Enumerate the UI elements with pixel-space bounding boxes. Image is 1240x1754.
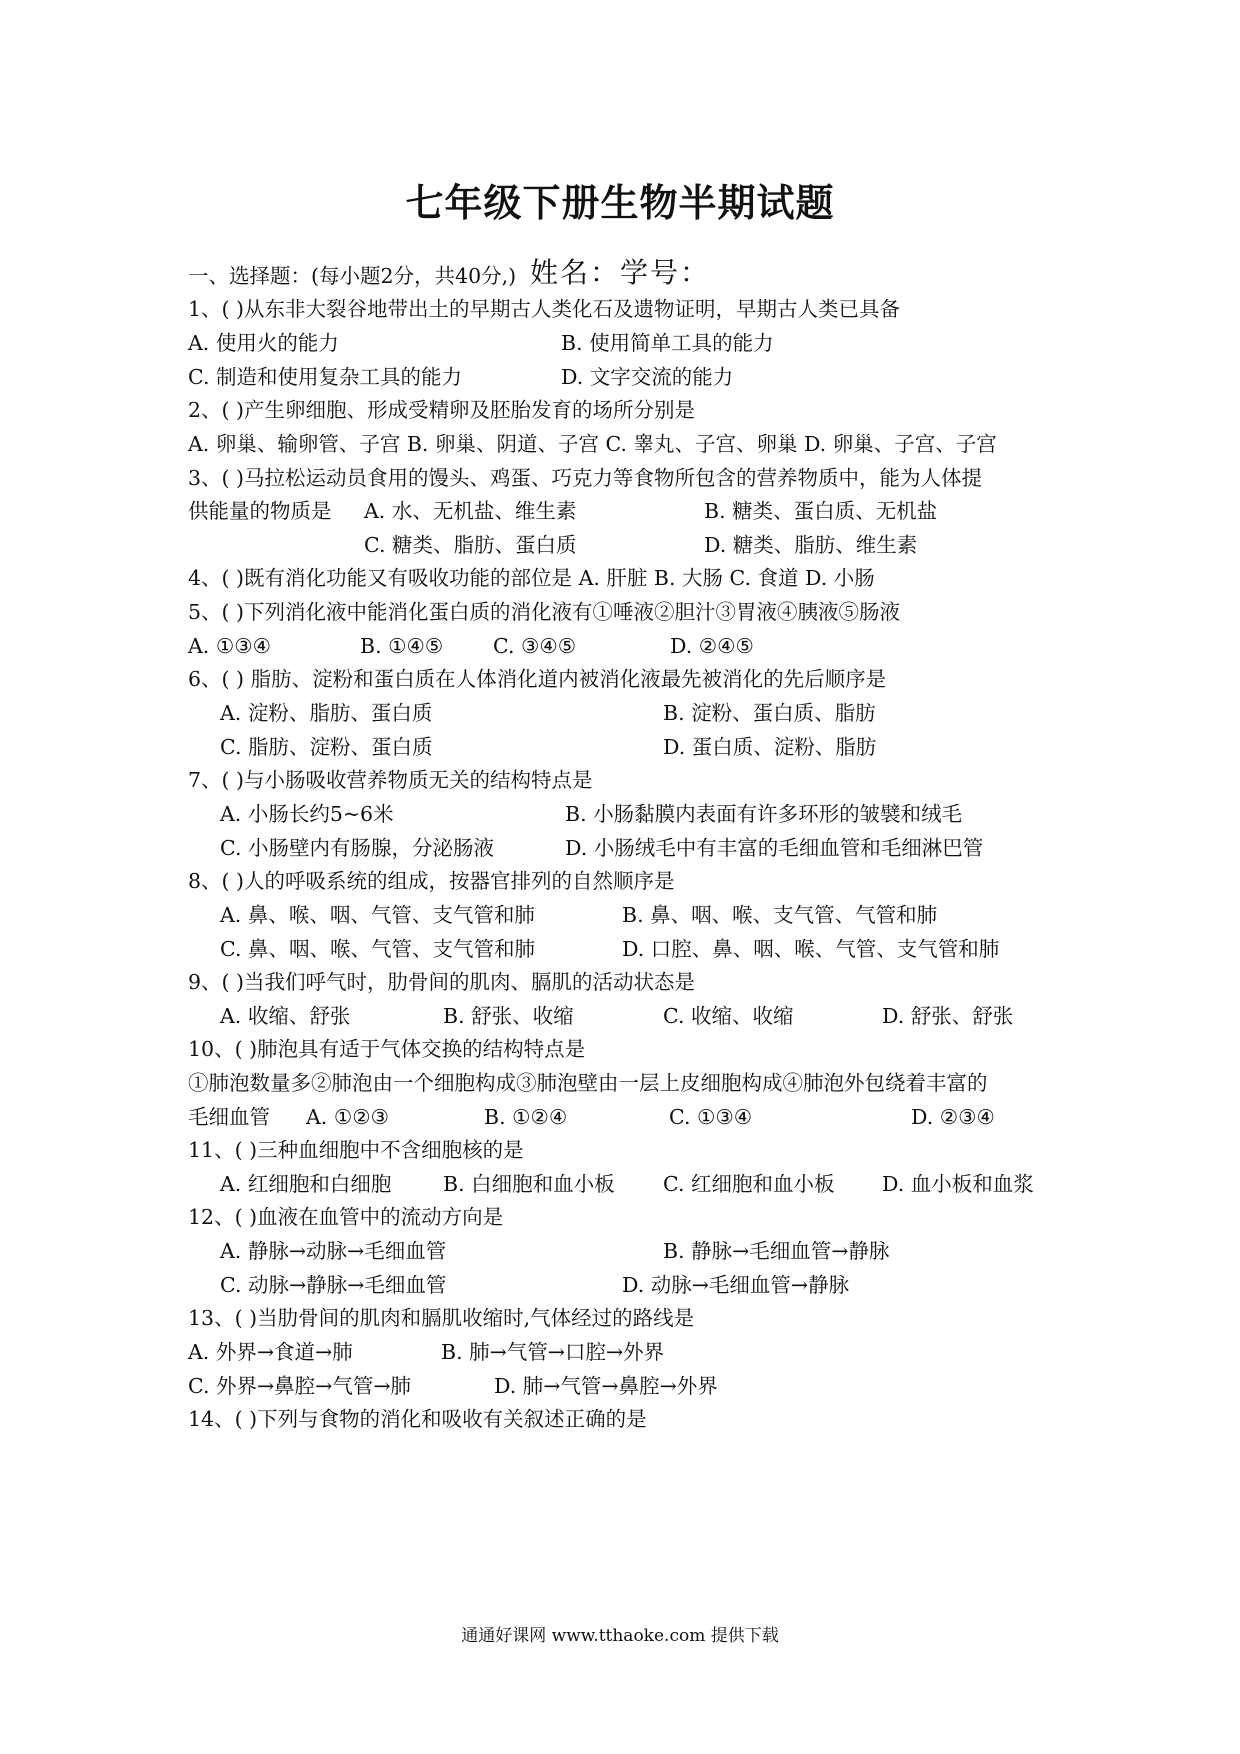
option-c: C. 鼻、咽、喉、气管、支气管和肺: [220, 937, 535, 961]
option-b: B. 白细胞和血小板: [443, 1172, 615, 1196]
question-7-stem: 7、( )与小肠吸收营养物质无关的结构特点是: [188, 768, 593, 792]
option-a: A. 外界→食道→肺: [188, 1340, 353, 1364]
question-11-stem: 11、( )三种血细胞中不含细胞核的是: [188, 1138, 524, 1162]
option-c: C. 外界→鼻腔→气管→肺: [188, 1374, 412, 1398]
option-a: A. 使用火的能力: [188, 331, 339, 355]
option-c: C. 收缩、收缩: [663, 1004, 794, 1028]
option-d: D. 蛋白质、淀粉、脂肪: [663, 735, 877, 759]
option-b: B. ①②④: [484, 1105, 568, 1129]
question-6-stem: 6、( ) 脂肪、淀粉和蛋白质在人体消化道内被消化液最先被消化的先后顺序是: [188, 667, 887, 691]
question-1-stem: 1、( )从东非大裂谷地带出土的早期古人类化石及遗物证明，早期古人类已具备: [188, 297, 901, 321]
option-a: A. ①③④: [188, 634, 271, 658]
option-d: D. 血小板和血浆: [882, 1172, 1034, 1196]
option-d: D. 肺→气管→鼻腔→外界: [494, 1374, 718, 1398]
question-3-stem-line2: 供能量的物质是: [188, 499, 332, 523]
question-5-stem: 5、( )下列消化液中能消化蛋白质的消化液有①唾液②胆汁③胃液④胰液⑤肠液: [188, 600, 901, 624]
option-c: C. 红细胞和血小板: [663, 1172, 835, 1196]
page-footer: 通通好课网 www.tthaoke.com 提供下载: [461, 1626, 779, 1646]
question-13-stem: 13、( )当肋骨间的肌肉和膈肌收缩时,气体经过的路线是: [188, 1306, 695, 1330]
question-8-stem: 8、( )人的呼吸系统的组成，按器官排列的自然顺序是: [188, 869, 675, 893]
option-b: B. 使用简单工具的能力: [561, 331, 774, 355]
option-b: B. 舒张、收缩: [443, 1004, 574, 1028]
section-heading: 一、选择题：(每小题2分，共40分,): [188, 264, 517, 288]
question-2-stem: 2、( )产生卵细胞、形成受精卵及胚胎发育的场所分别是: [188, 398, 696, 422]
option-b: B. 鼻、咽、喉、支气管、气管和肺: [622, 903, 938, 927]
option-b: B. 小肠黏膜内表面有许多环形的皱襞和绒毛: [565, 802, 963, 826]
option-c: C. 糖类、脂肪、蛋白质: [364, 533, 577, 557]
question-10-stem-line2: ①肺泡数量多②肺泡由一个细胞构成③肺泡壁由一层上皮细胞构成④肺泡外包绕着丰富的: [188, 1071, 988, 1095]
option-c: C. ①③④: [669, 1105, 753, 1129]
option-c: C. 制造和使用复杂工具的能力: [188, 365, 462, 389]
option-c: C. 小肠壁内有肠腺，分泌肠液: [220, 836, 494, 860]
option-c: C. ③④⑤: [493, 634, 577, 658]
page-title: 七年级下册生物半期试题: [405, 180, 835, 225]
option-a: A. 收缩、舒张: [220, 1004, 351, 1028]
question-14-stem: 14、( )下列与食物的消化和吸收有关叙述正确的是: [188, 1407, 647, 1431]
question-4-stem: 4、( )既有消化功能又有吸收功能的部位是 A. 肝脏 B. 大肠 C. 食道 D. 小肠: [188, 566, 875, 590]
option-a: A. 鼻、喉、咽、气管、支气管和肺: [220, 903, 535, 927]
option-a: A. 静脉→动脉→毛细血管: [220, 1239, 447, 1263]
option-d: D. 小肠绒毛中有丰富的毛细血管和毛细淋巴管: [565, 836, 984, 860]
option-b: B. 肺→气管→口腔→外界: [441, 1340, 665, 1364]
option-a: A. 红细胞和白细胞: [220, 1172, 392, 1196]
option-b: B. 静脉→毛细血管→静脉: [663, 1239, 890, 1263]
option-a: A. ①②③: [306, 1105, 389, 1129]
option-d: D. 糖类、脂肪、维生素: [704, 533, 918, 557]
question-10-stem: 10、( )肺泡具有适于气体交换的结构特点是: [188, 1037, 586, 1061]
option-d: D. 文字交流的能力: [561, 365, 734, 389]
option-c: C. 脂肪、淀粉、蛋白质: [220, 735, 433, 759]
option-b: B. 淀粉、蛋白质、脂肪: [663, 701, 876, 725]
option-a: A. 小肠长约5~6米: [220, 802, 394, 826]
question-12-stem: 12、( )血液在血管中的流动方向是: [188, 1205, 504, 1229]
name-id-line: 姓名：学号：: [529, 256, 710, 289]
option-b: B. ①④⑤: [360, 634, 444, 658]
question-3-stem: 3、( )马拉松运动员食用的馒头、鸡蛋、巧克力等食物所包含的营养物质中，能为人体提: [188, 466, 983, 490]
option-a: A. 水、无机盐、维生素: [364, 499, 577, 523]
option-a: A. 淀粉、脂肪、蛋白质: [220, 701, 433, 725]
option-c: C. 动脉→静脉→毛细血管: [220, 1273, 447, 1297]
option-b: B. 糖类、蛋白质、无机盐: [704, 499, 938, 523]
option-d: D. ②④⑤: [670, 634, 754, 658]
option-d: D. 舒张、舒张: [882, 1004, 1014, 1028]
question-2-options: A. 卵巢、输卵管、子宫 B. 卵巢、阴道、子宫 C. 睾丸、子宫、卵巢 D. 卵巢、子宫、子宫: [188, 432, 997, 456]
option-d: D. 口腔、鼻、咽、喉、气管、支气管和肺: [622, 937, 1000, 961]
option-d: D. ②③④: [911, 1105, 995, 1129]
question-10-stem-line3: 毛细血管: [188, 1105, 270, 1129]
option-d: D. 动脉→毛细血管→静脉: [622, 1273, 850, 1297]
question-9-stem: 9、( )当我们呼气时，肋骨间的肌肉、膈肌的活动状态是: [188, 970, 696, 994]
